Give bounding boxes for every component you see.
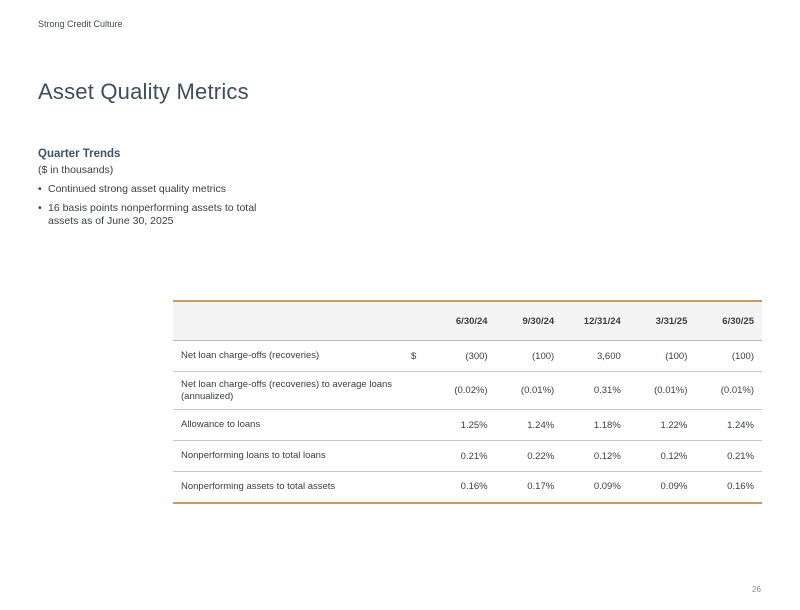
metrics-table	[173, 300, 762, 504]
table-cell: 0.22%	[496, 441, 563, 472]
table-cell: 0.21%	[429, 441, 496, 472]
row-label: Nonperforming assets to total assets	[173, 472, 411, 503]
row-label: Net loan charge-offs (recoveries)	[173, 341, 411, 372]
row-label: Net loan charge-offs (recoveries) to average loans (annualized)	[173, 372, 411, 410]
column-header: 6/30/25	[695, 301, 762, 341]
table-row	[173, 341, 762, 372]
row-label: Allowance to loans	[173, 410, 411, 441]
table-cell: 1.25%	[429, 410, 496, 441]
table-cell: 0.12%	[562, 441, 629, 472]
table-cell: 0.12%	[629, 441, 696, 472]
column-header: 3/31/25	[629, 301, 696, 341]
section-label: Strong Credit Culture	[38, 19, 123, 29]
header-label-cell	[173, 301, 411, 341]
bullet-item: • 16 basis points nonperforming assets to total assets as of June 30, 2025	[38, 202, 278, 229]
table-cell: (0.01%)	[695, 372, 762, 410]
table-cell: 0.16%	[695, 472, 762, 503]
currency-symbol: $	[411, 341, 429, 372]
table-cell: 0.09%	[562, 472, 629, 503]
table-row	[173, 410, 762, 441]
table-cell: (100)	[695, 341, 762, 372]
row-label: Nonperforming loans to total loans	[173, 441, 411, 472]
column-header: 6/30/24	[429, 301, 496, 341]
table-cell: (300)	[429, 341, 496, 372]
table-cell: 0.16%	[429, 472, 496, 503]
table-cell: 0.09%	[629, 472, 696, 503]
bullet-list	[38, 183, 278, 234]
table-cell: (100)	[496, 341, 563, 372]
table-cell: 0.17%	[496, 472, 563, 503]
table-cell: 1.24%	[695, 410, 762, 441]
table-cell: 0.31%	[562, 372, 629, 410]
metrics-table-container	[173, 300, 762, 504]
header-currency-cell	[411, 301, 429, 341]
table-cell: (0.01%)	[496, 372, 563, 410]
table-header-row	[173, 301, 762, 341]
column-header: 12/31/24	[562, 301, 629, 341]
table-cell: 1.22%	[629, 410, 696, 441]
bullet-item: • Continued strong asset quality metrics	[38, 183, 278, 197]
subheading: Quarter Trends	[38, 148, 121, 160]
currency-symbol	[411, 372, 429, 410]
currency-symbol	[411, 410, 429, 441]
page-number: 26	[752, 585, 761, 594]
table-cell: (0.02%)	[429, 372, 496, 410]
table-cell: (0.01%)	[629, 372, 696, 410]
currency-symbol	[411, 472, 429, 503]
table-cell: 1.18%	[562, 410, 629, 441]
currency-symbol	[411, 441, 429, 472]
table-cell: (100)	[629, 341, 696, 372]
page-title: Asset Quality Metrics	[38, 79, 249, 104]
units-note: ($ in thousands)	[38, 164, 114, 176]
table-cell: 3,600	[562, 341, 629, 372]
table-cell: 1.24%	[496, 410, 563, 441]
table-cell: 0.21%	[695, 441, 762, 472]
table-row	[173, 372, 762, 410]
table-row	[173, 472, 762, 503]
column-header: 9/30/24	[496, 301, 563, 341]
table-row	[173, 441, 762, 472]
